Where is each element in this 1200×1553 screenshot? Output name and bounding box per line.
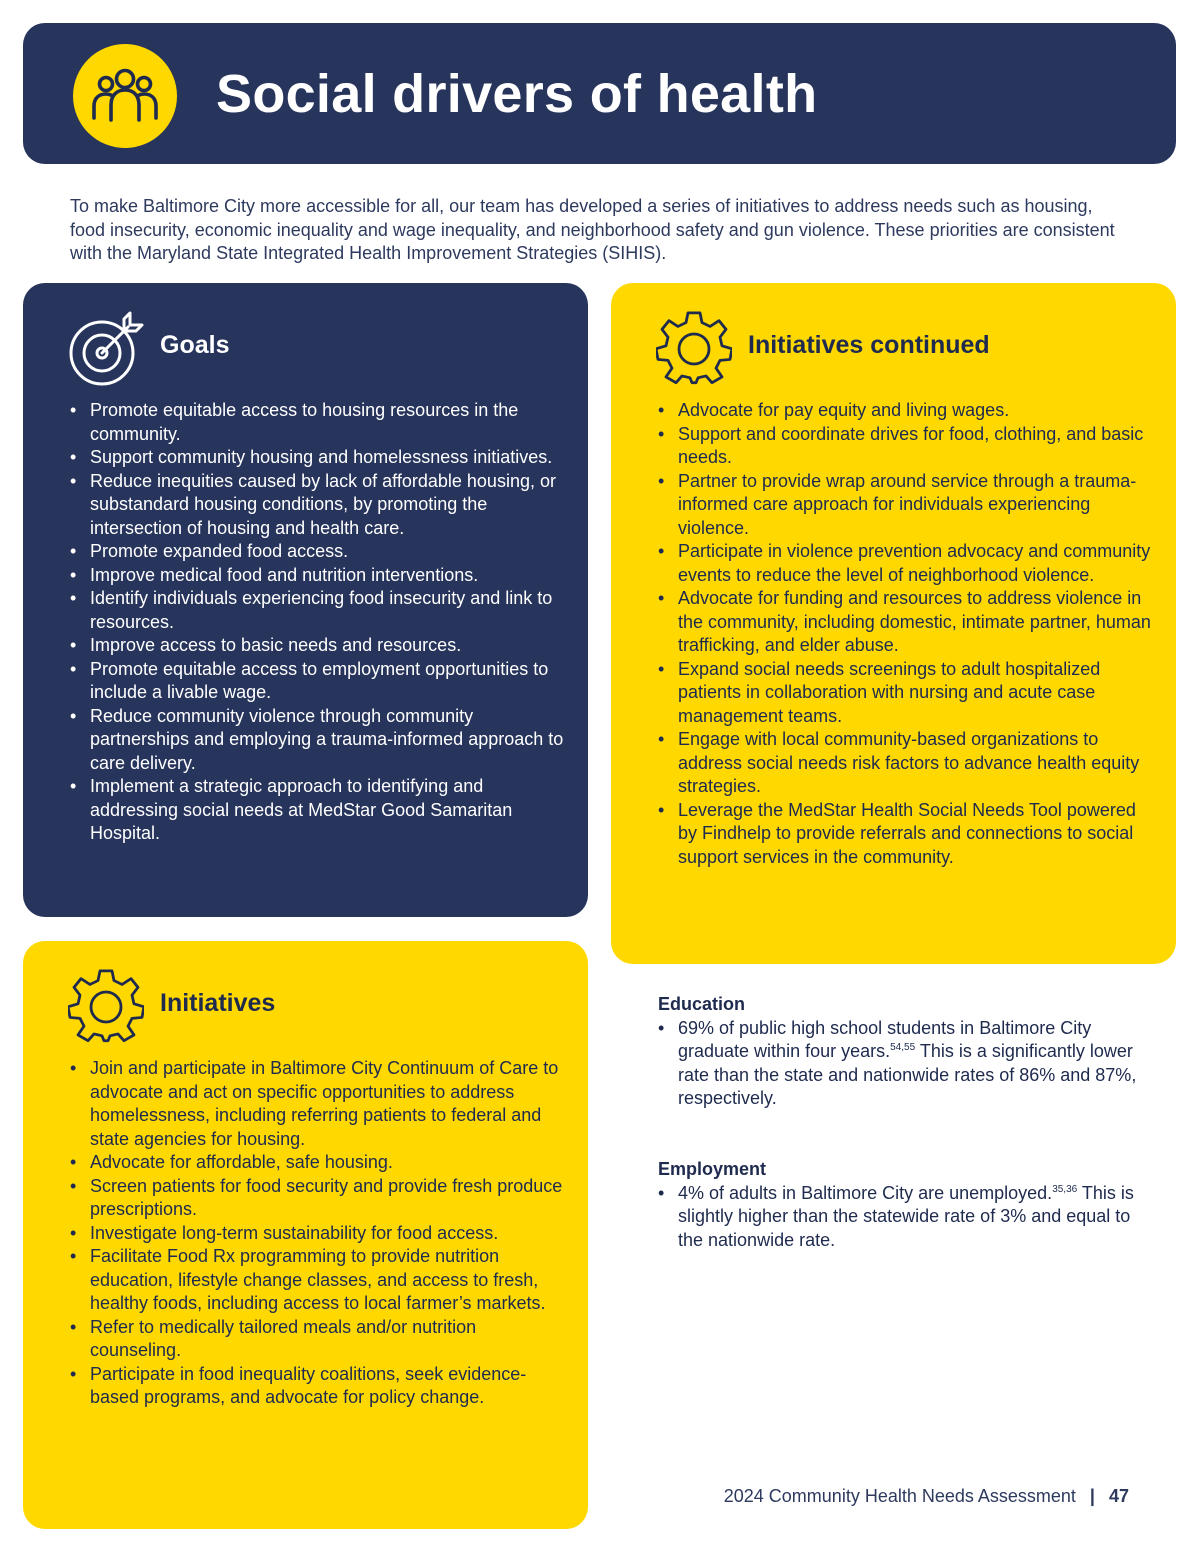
list-item: • Investigate long-term sustainability for food access. <box>90 1222 570 1246</box>
list-item: • Engage with local community-based organizations to address social needs risk factors to advance health equity strategies. <box>678 728 1158 799</box>
list-item: • Reduce inequities caused by lack of affordable housing, or substandard housing conditions, by promoting the intersection of housing and health care. <box>90 470 570 541</box>
target-icon <box>68 311 144 387</box>
list-item: • Facilitate Food Rx programming to provide nutrition education, lifestyle change classes, and access to fresh, healthy foods, including access to local farmer’s markets. <box>90 1245 570 1316</box>
page-footer <box>724 1486 1129 1507</box>
list-item <box>658 1017 1138 1111</box>
initiatives-continued-title: Initiatives continued <box>748 331 990 359</box>
initiatives-card <box>23 941 588 1529</box>
list-item <box>658 1182 1138 1253</box>
footnote-ref: 54,55 <box>890 1042 916 1053</box>
goals-title: Goals <box>160 331 230 359</box>
list-item: • Advocate for affordable, safe housing. <box>90 1151 570 1175</box>
education-list <box>658 1017 1138 1111</box>
goals-card <box>23 283 588 917</box>
list-item: • Screen patients for food security and provide fresh produce prescriptions. <box>90 1175 570 1222</box>
list-item: • Participate in food inequality coalitions, seek evidence-based programs, and advocate for policy change. <box>90 1363 570 1410</box>
list-item: • Advocate for pay equity and living wages. <box>678 399 1158 423</box>
gear-icon <box>656 311 732 387</box>
gear-icon <box>68 969 144 1045</box>
list-item: • Promote equitable access to housing resources in the community. <box>90 399 570 446</box>
list-item: • Support and coordinate drives for food, clothing, and basic needs. <box>678 423 1158 470</box>
employment-section <box>658 1158 1138 1252</box>
people-group-icon <box>73 44 177 148</box>
list-item: • Leverage the MedStar Health Social Needs Tool powered by Findhelp to provide referrals and connections to social support services in the community. <box>678 799 1158 870</box>
initiatives-continued-list <box>678 399 1158 869</box>
header-banner <box>23 23 1176 164</box>
footnote-ref: 35,36 <box>1052 1183 1078 1195</box>
page-number: 47 <box>1108 1486 1129 1506</box>
page-title: Social drivers of health <box>216 64 818 124</box>
initiatives-title: Initiatives <box>160 989 276 1017</box>
goals-list <box>90 399 570 846</box>
employment-comparison: This is slightly higher than the statewide rate of 3% and equal to the nationwide rate. <box>678 1182 1134 1250</box>
list-item: • Expand social needs screenings to adult hospitalized patients in collaboration with nursing and acute case management teams. <box>678 658 1158 729</box>
list-item: • Reduce community violence through community partnerships and employing a trauma-informed approach to care delivery. <box>90 705 570 776</box>
list-item: • Support community housing and homelessness initiatives. <box>90 446 570 470</box>
education-title: Education <box>658 994 746 1014</box>
footer-label: 2024 Community Health Needs Assessment <box>723 1486 1076 1506</box>
list-item: • Improve access to basic needs and resources. <box>90 634 570 658</box>
list-item: • Advocate for funding and resources to address violence in the community, including domestic, intimate partner, human trafficking, and elder abuse. <box>678 587 1158 658</box>
employment-stat: 4% of adults in Baltimore City are unemployed. <box>678 1182 1053 1203</box>
intro-paragraph: To make Baltimore City more accessible for all, our team has developed a series of initiatives to address needs such as housing, food insecurity, economic inequality and wage inequality, and neighborhood safety and gun violence. These priorities are consistent with the Maryland State Integrated Health Improvement Strategies (SIHIS). <box>70 196 1115 263</box>
footer-separator: | <box>1089 1486 1095 1506</box>
list-item: • Refer to medically tailored meals and/or nutrition counseling. <box>90 1316 570 1363</box>
employment-list <box>658 1182 1138 1253</box>
list-item: • Partner to provide wrap around service through a trauma-informed care approach for individuals experiencing violence. <box>678 470 1158 541</box>
list-item: • Join and participate in Baltimore City Continuum of Care to advocate and act on specific opportunities to address homelessness, including referring patients to federal and state agencies for housing. <box>90 1057 570 1151</box>
education-comparison: This is a significantly lower rate than the state and nationwide rates of 86% and 87%, respectively. <box>678 1041 1137 1108</box>
employment-title: Employment <box>658 1159 767 1179</box>
list-item: • Improve medical food and nutrition interventions. <box>90 564 570 588</box>
education-stat: 69% of public high school students in Baltimore City graduate within four years. <box>678 1017 1092 1061</box>
initiatives-continued-card <box>611 283 1176 964</box>
list-item: • Participate in violence prevention advocacy and community events to reduce the level of neighborhood violence. <box>678 540 1158 587</box>
list-item: • Promote expanded food access. <box>90 540 570 564</box>
list-item: • Promote equitable access to employment opportunities to include a livable wage. <box>90 658 570 705</box>
list-item: • Implement a strategic approach to identifying and addressing social needs at MedStar Good Samaritan Hospital. <box>90 775 570 846</box>
education-section <box>658 993 1138 1111</box>
initiatives-list <box>90 1057 570 1410</box>
list-item: • Identify individuals experiencing food insecurity and link to resources. <box>90 587 570 634</box>
